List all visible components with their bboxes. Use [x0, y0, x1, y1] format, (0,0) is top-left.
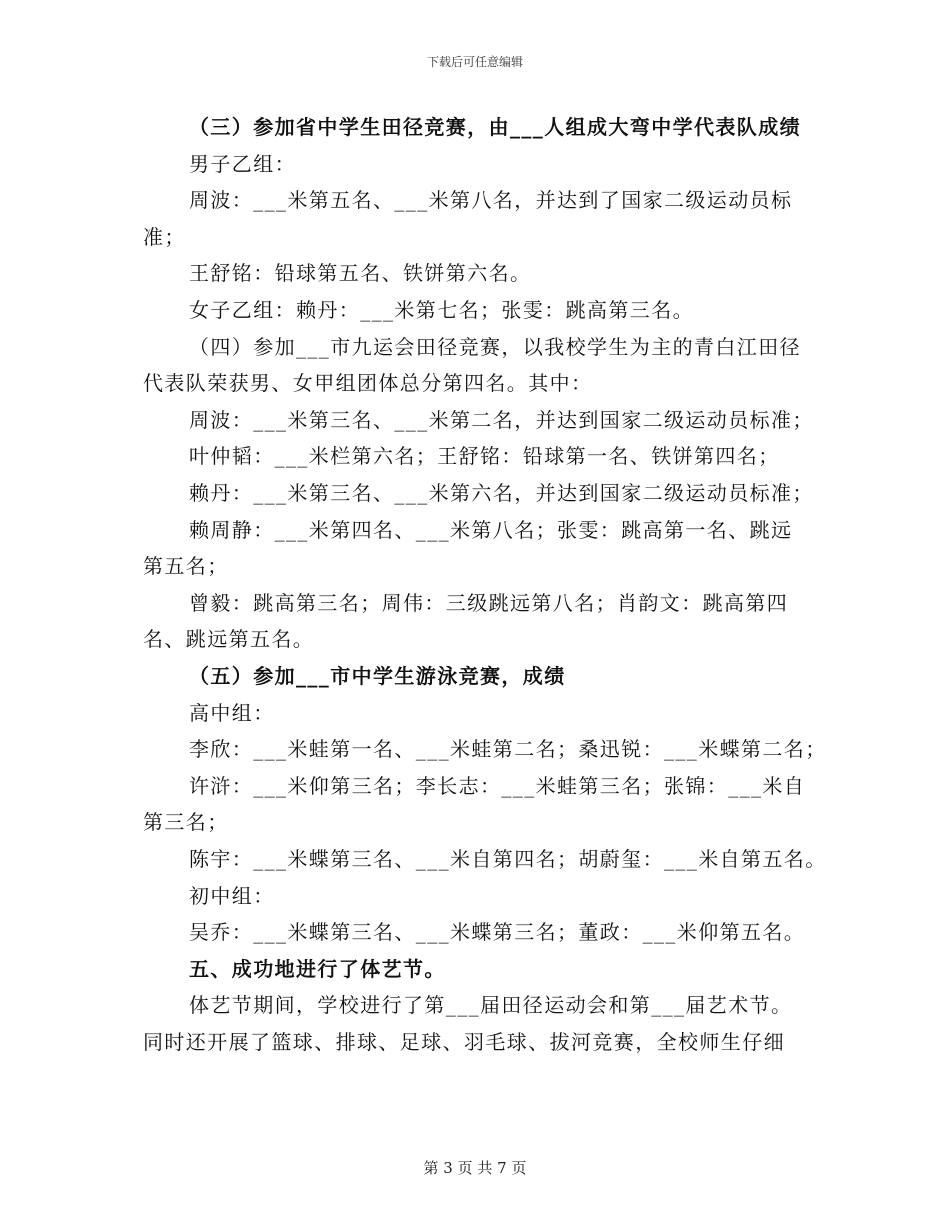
text-line: 曾毅：跳高第三名；周伟：三级跳远第八名；肖韵文：跳高第四: [189, 590, 789, 615]
text-line: 名、跳远第五名。: [143, 627, 315, 652]
text-line: 代表队荣获男、女甲组团体总分第四名。其中：: [143, 371, 593, 396]
text-line: 许浒：___米仰第三名；李长志：___米蛙第三名；张锦：___米自: [189, 773, 806, 798]
text-line: （三）参加省中学生田径竞赛，由___人组成大弯中学代表队成绩: [189, 115, 801, 139]
text-line: 周波：___米第三名、___米第二名，并达到国家二级运动员标准；: [189, 407, 814, 432]
text-line: 第三名；: [143, 810, 229, 835]
text-line: 女子乙组：赖丹：___米第七名；张雯：跳高第三名。: [189, 298, 694, 322]
text-line: 叶仲韬：___米栏第六名；王舒铭：铅球第一名、铁饼第四名；: [189, 444, 780, 469]
text-line: 准；: [143, 224, 186, 249]
text-line: 第五名；: [143, 554, 229, 579]
page-header: 下载后可任意编辑: [426, 55, 523, 69]
text-line: 体艺节期间，学校进行了第___届田径运动会和第___届艺术节。: [189, 993, 793, 1018]
page-footer: 第 3 页 共 7 页: [423, 1159, 527, 1177]
text-line: （四）参加___市九运会田径竞赛，以我校学生为主的青白江田径: [189, 334, 801, 359]
text-line: 周波：___米第五名、___米第八名，并达到了国家二级运动员标: [189, 188, 793, 213]
text-line: 王舒铭：铅球第五名、铁饼第六名。: [189, 261, 532, 286]
text-line: 同时还开展了篮球、排球、足球、羽毛球、拔河竞赛，全校师生仔细: [143, 1030, 785, 1054]
text-line: 李欣：___米蛙第一名、___米蛙第二名；桑迅锐：___米蝶第二名；: [189, 737, 827, 762]
text-line: 陈宇：___米蝶第三名、___米自第四名；胡蔚玺：___米自第五名。: [189, 847, 827, 871]
text-line: 男子乙组：: [189, 151, 296, 176]
text-line: 高中组：: [189, 700, 275, 725]
text-line: 赖丹：___米第三名、___米第六名，并达到国家二级运动员标准；: [189, 481, 814, 505]
text-line: 初中组：: [189, 883, 275, 908]
text-line: （五）参加___市中学生游泳竞赛，成绩: [189, 664, 566, 688]
text-line: 吴乔：___米蝶第三名、___米蝶第三名；董政：___米仰第五名。: [189, 920, 806, 945]
text-line: 五、成功地进行了体艺节。: [189, 956, 446, 981]
text-line: 赖周静：___米第四名、___米第八名；张雯：跳高第一名、跳远: [189, 517, 793, 542]
